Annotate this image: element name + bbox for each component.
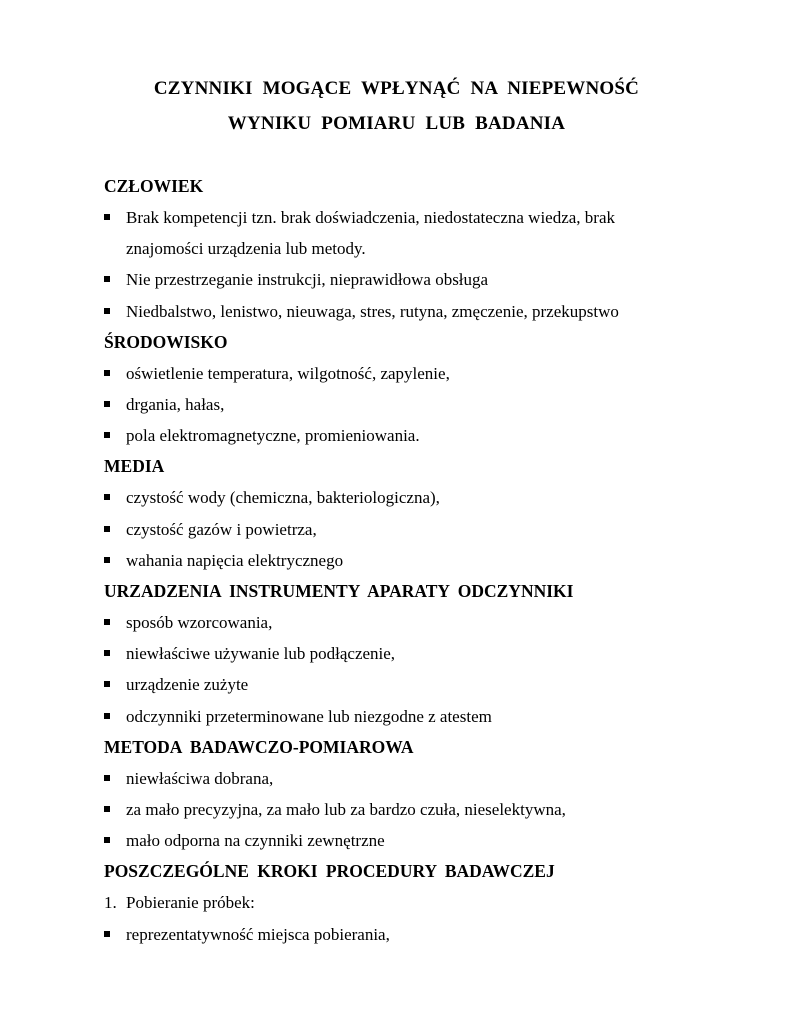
- section-heading: URZADZENIA INSTRUMENTY APARATY ODCZYNNIKI: [104, 581, 574, 602]
- list-item-text: niewłaściwe używanie lub podłączenie,: [126, 644, 396, 664]
- list-item: [104, 919, 724, 950]
- document-title-line-2: WYNIKU POMIARU LUB BADANIA: [227, 113, 566, 134]
- square-bullet-icon: [104, 401, 110, 407]
- list-item: [104, 202, 724, 264]
- square-bullet-icon: [104, 494, 110, 500]
- list-number: 1.: [104, 893, 117, 913]
- list-item-text: wahania napięcia elektrycznego: [126, 550, 344, 570]
- list-item: [104, 887, 724, 918]
- list-item-text: Nie przestrzeganie instrukcji, nieprawidłowa obsługa: [126, 270, 489, 290]
- list-item-text: Pobieranie próbek:: [126, 893, 255, 913]
- list-item-text: Brak kompetencji tzn. brak doświadczenia, niedostateczna wiedza, brak: [126, 208, 616, 227]
- square-bullet-icon: [104, 806, 110, 812]
- list-item-text: urządzenie zużyte: [126, 675, 249, 695]
- list-item: [104, 264, 724, 295]
- section-heading: ŚRODOWISKO: [104, 331, 228, 352]
- list-item: [104, 763, 724, 794]
- list-item: [104, 296, 724, 327]
- square-bullet-icon: [104, 276, 110, 282]
- list-item: [104, 358, 724, 389]
- square-bullet-icon: [104, 526, 110, 532]
- square-bullet-icon: [104, 308, 110, 314]
- square-bullet-icon: [104, 775, 110, 781]
- list-item-text: czystość wody (chemiczna, bakteriologiczna),: [126, 488, 440, 508]
- list-item: [104, 482, 724, 513]
- list-item-text: pola elektromagnetyczne, promieniowania.: [126, 426, 420, 446]
- square-bullet-icon: [104, 619, 110, 625]
- square-bullet-icon: [104, 650, 110, 656]
- list-item: [104, 514, 724, 545]
- square-bullet-icon: [104, 557, 110, 563]
- list-item: [104, 638, 724, 669]
- section-heading: CZŁOWIEK: [104, 176, 204, 196]
- list-item-text: sposób wzorcowania,: [126, 613, 273, 633]
- document-body: [104, 171, 724, 950]
- list-item: [104, 389, 724, 420]
- list-item-text-continued: znajomości urządzenia lub metody.: [126, 239, 366, 259]
- list-item: [104, 794, 724, 825]
- list-item: [104, 825, 724, 856]
- list-item-text: czystość gazów i powietrza,: [126, 519, 317, 539]
- list-item: [104, 420, 724, 451]
- section-heading: METODA BADAWCZO-POMIAROWA: [104, 736, 414, 757]
- list-item-text: mało odporna na czynniki zewnętrzne: [126, 831, 385, 851]
- section-heading: POSZCZEGÓLNE KROKI PROCEDURY BADAWCZEJ: [104, 861, 555, 882]
- list-item-text: drgania, hałas,: [126, 395, 225, 415]
- square-bullet-icon: [104, 681, 110, 687]
- section-heading: MEDIA: [104, 456, 165, 477]
- square-bullet-icon: [104, 837, 110, 843]
- square-bullet-icon: [104, 214, 110, 220]
- list-item: [104, 701, 724, 732]
- list-item-text: reprezentatywność miejsca pobierania,: [126, 924, 390, 944]
- list-item: [104, 669, 724, 700]
- square-bullet-icon: [104, 432, 110, 438]
- list-item: [104, 545, 724, 576]
- square-bullet-icon: [104, 370, 110, 376]
- square-bullet-icon: [104, 713, 110, 719]
- list-item-text: Niedbalstwo, lenistwo, nieuwaga, stres, rutyna, zmęczenie, przekupstwo: [126, 301, 619, 321]
- square-bullet-icon: [104, 931, 110, 937]
- list-item-text: niewłaściwa dobrana,: [126, 768, 274, 788]
- document-title-line-1: CZYNNIKI MOGĄCE WPŁYNĄĆ NA NIEPEWNOŚĆ: [153, 78, 640, 99]
- list-item-text: odczynniki przeterminowane lub niezgodne z atestem: [126, 706, 492, 726]
- list-item-text: za mało precyzyjna, za mało lub za bardzo czuła, nieselektywna,: [126, 800, 566, 820]
- list-item: [104, 607, 724, 638]
- list-item-text: oświetlenie temperatura, wilgotność, zapylenie,: [126, 363, 450, 383]
